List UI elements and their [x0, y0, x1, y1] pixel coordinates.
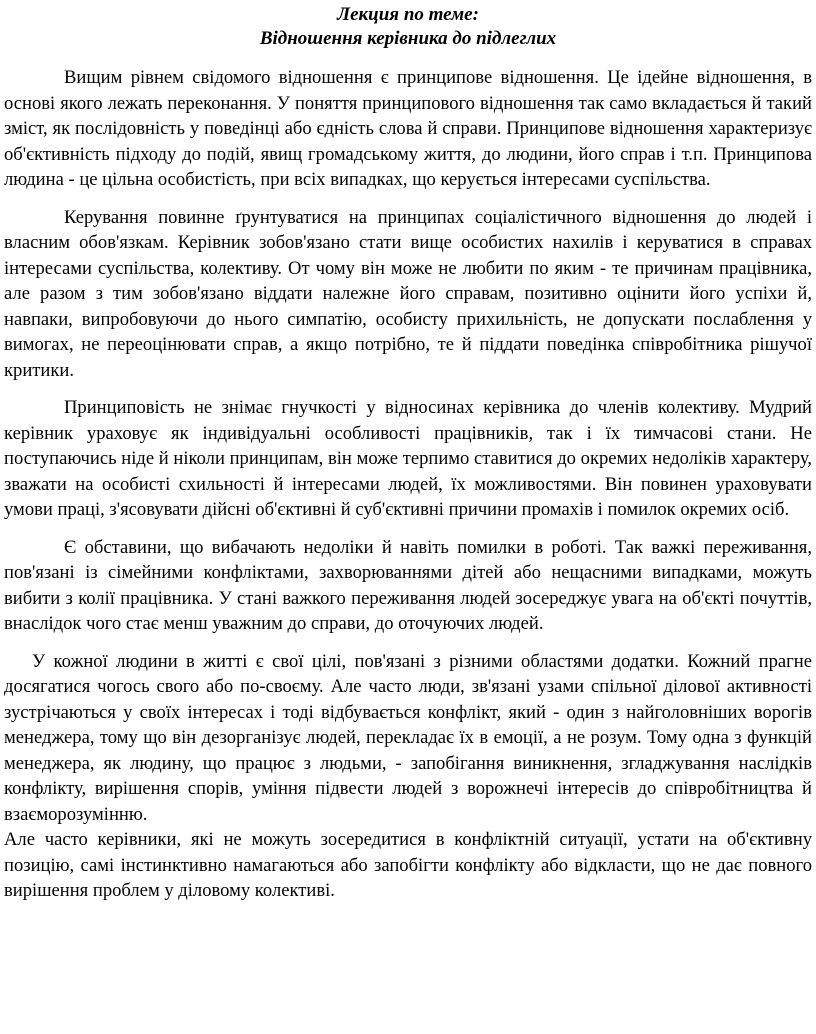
paragraph-circumstances: Є обставини, що вибачають недоліки й навіть помилки в роботі. Так важкі переживання, пов'язані із сімейними конфліктами, захворюваннями дітей або нещасними випадками, можуть вибити з колії працівника. У стані важкого переживання людей зосереджує увага на об'єкті почуттів, внаслідок чого стає менш уважним до справи, до оточуючих людей.: [4, 536, 812, 634]
document-title: Лекция по теме:: [337, 4, 479, 25]
paragraph-flexibility: Принциповість не знімає гнучкості у відносинах керівника до членів колективу. Мудрий керівник ураховує як індивідуальні особливості працівників, так і їх тимчасові стани. Не поступаючись ніде й ніколи принципам, він може терпимо ставитися до окремих недоліків характеру, зважати на особисті схильності й інтересами людей, їх можливостями. Він повинен ураховувати умови праці, з'ясовувати дійсні об'єктивні й суб'єктивні причини промахів і помилок окремих осіб.: [4, 397, 812, 520]
paragraph-conflict: У кожної людини в житті є свої цілі, пов'язані з різними областями додатки. Кожний прагне досягатися чогось свого або по-своєму. Але часто люди, зв'язані узами спільної ділової активності зустрічаються у своїх інтересах і тоді відбувається конфлікт, який - один з найголовніших ворогів менеджера, тому що він дезорганізує людей, перекладає їх в емоції, а не розум. Тому одна з функцій менеджера, як людину, що працює з людьми, - запобігання виникнення, згладжування наслідків конфлікту, вирішення спорів, уміння підвести людей з ворожнечі інтересів до співробітництва й взаєморозумінню.: [4, 650, 812, 825]
paragraph-managers-avoidance: Але часто керівники, які не можуть зосередитися в конфліктній ситуації, устати на об'єктивну позицію, самі інстинктивно намагаються або запобігти конфлікту або відкласти, що не дає повного вирішення проблем у діловому колективі.: [4, 829, 812, 901]
paragraph-principled-attitude: Вищим рівнем свідомого відношення є принципове відношення. Це ідейне відношення, в основі якого лежать переконання. У поняття принципового відношення так само вкладається й такий зміст, як послідовність у поведінці або єдність слова й справи. Принципове відношення характеризує об'єктивність підходу до подій, явищ громадському життя, до людини, його справ і т.п. Принципова людина - це цільна особистість, при всіх випадках, що керується інтересами суспільства.: [4, 67, 812, 190]
document-subtitle: Відношення керівника до підлеглих: [259, 28, 557, 49]
paragraph-management-principles: Керування повинне ґрунтуватися на принципах соціалістичного відношення до людей і власним обов'язкам. Керівник зобов'язано стати вище особистих нахилів і керуватися в справах інтересами суспільства, колективу. От чому він може не любити по яким - те причинам працівника, але разом з тим зобов'язано віддати належне його справам, позитивно оцінити його успіхи й, навпаки, випробовуючи до нього симпатію, особисту прихильність, не допускати послаблення у вимогах, не переоцінювати справ, а якщо потрібно, те й піддати поведінка співробітника рішучої критики.: [4, 206, 812, 381]
